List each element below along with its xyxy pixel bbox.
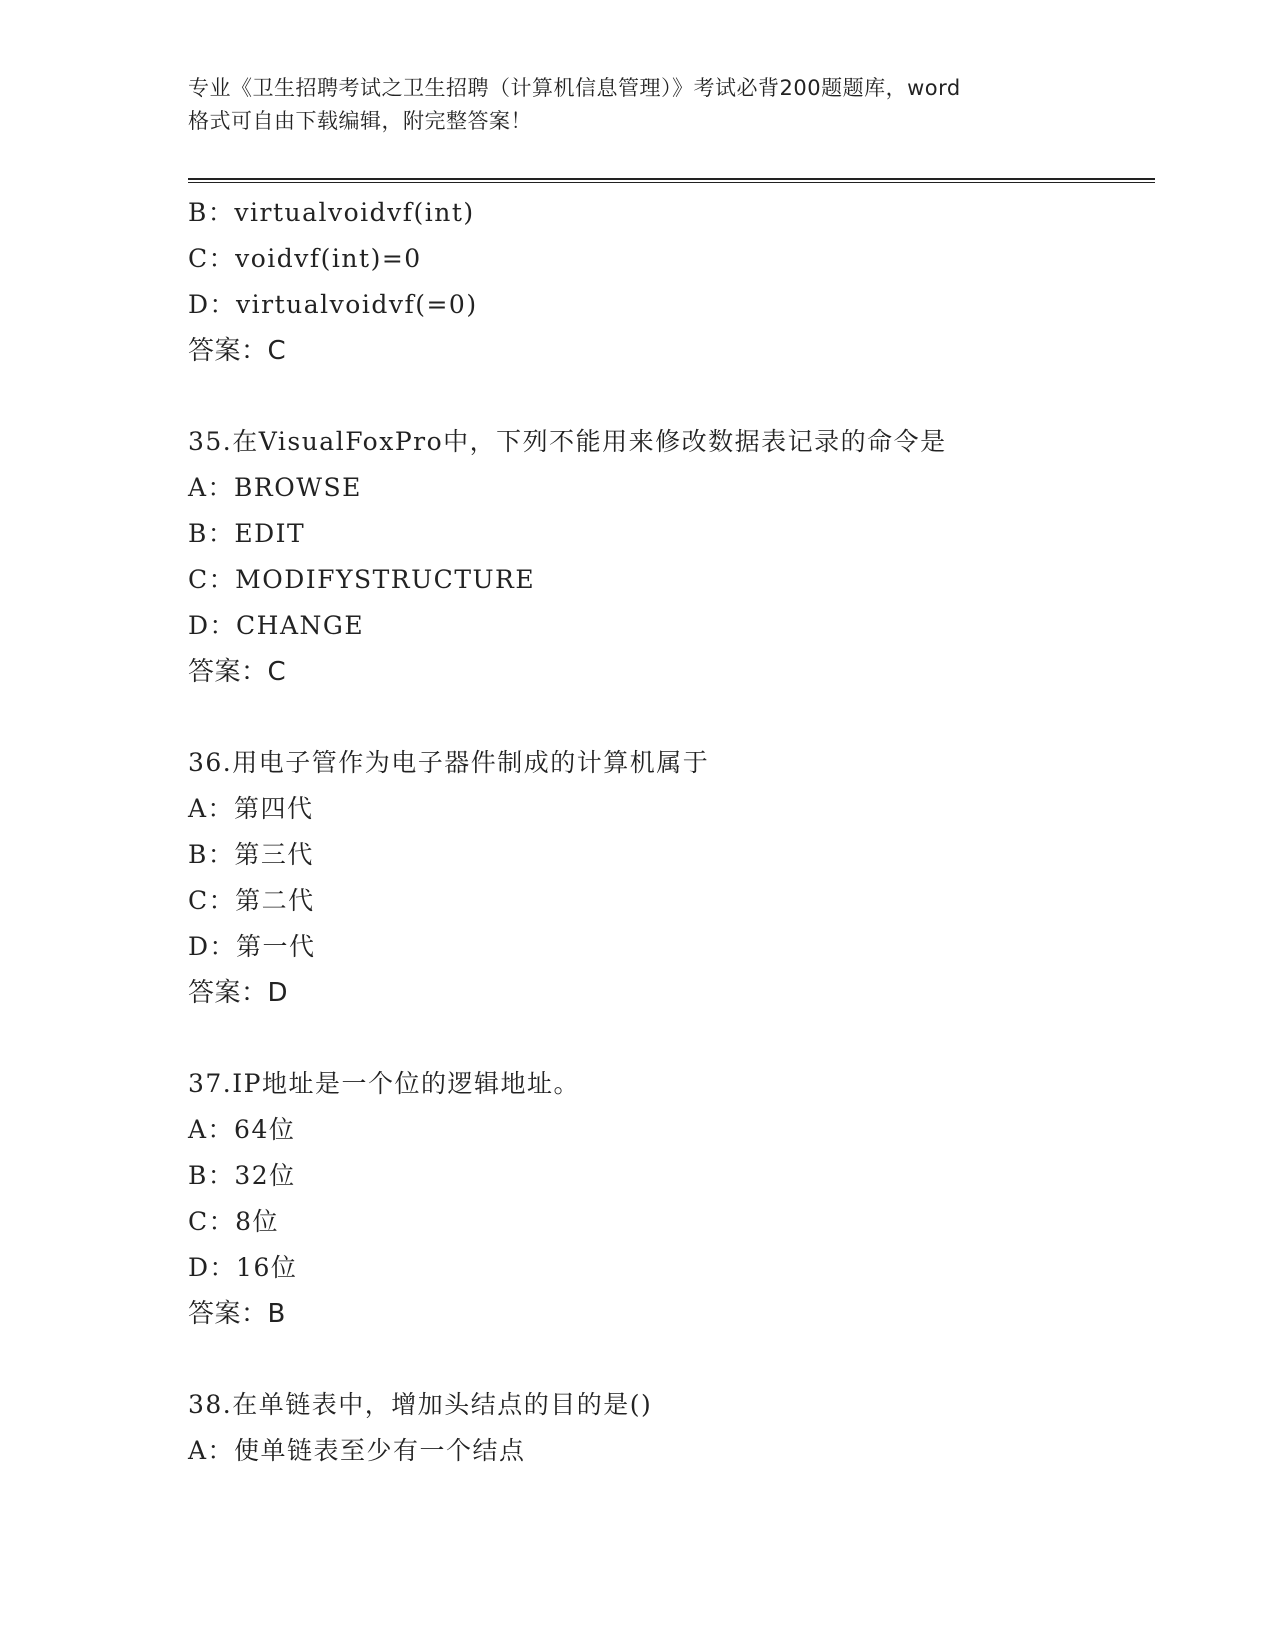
question-stem: 36.用电子管作为电子器件制成的计算机属于	[188, 748, 710, 777]
question-37	[188, 1061, 1148, 1337]
option-c: C：MODIFYSTRUCTURE	[188, 565, 536, 594]
option-c: C：8位	[188, 1207, 280, 1236]
option-b: B：第三代	[188, 840, 314, 869]
question-stem: 38.在单链表中，增加头结点的目的是()	[188, 1390, 653, 1419]
option-d: D：16位	[188, 1253, 298, 1282]
question-34-continuation	[188, 190, 1148, 374]
option-a: A：64位	[188, 1115, 296, 1144]
option-b: B：virtualvoidvf(int)	[188, 198, 475, 227]
header-divider	[188, 178, 1155, 183]
option-a: A：第四代	[188, 794, 314, 823]
question-stem: 37.IP地址是一个位的逻辑地址。	[188, 1069, 580, 1098]
question-list	[188, 190, 1148, 1474]
option-b: B：EDIT	[188, 519, 306, 548]
option-b: B：32位	[188, 1161, 296, 1190]
answer-line: 答案：C	[188, 336, 287, 366]
option-c: C：第二代	[188, 886, 315, 915]
option-d: D：第一代	[188, 932, 316, 961]
question-36	[188, 740, 1148, 1016]
option-c: C：voidvf(int)=0	[188, 244, 422, 273]
header-line-1: 专业《卫生招聘考试之卫生招聘（计算机信息管理）》考试必背200题题库，word	[188, 76, 961, 100]
answer-line: 答案：B	[188, 1299, 286, 1329]
answer-line: 答案：D	[188, 978, 289, 1008]
answer-line: 答案：C	[188, 657, 287, 687]
question-38	[188, 1382, 1148, 1474]
document-header	[188, 72, 1108, 138]
option-a: A：使单链表至少有一个结点	[188, 1436, 526, 1465]
header-line-2: 格式可自由下载编辑，附完整答案！	[188, 109, 532, 133]
option-d: D：CHANGE	[188, 611, 365, 640]
question-stem: 35.在VisualFoxPro中，下列不能用来修改数据表记录的命令是	[188, 427, 947, 456]
option-a: A：BROWSE	[188, 473, 362, 502]
option-d: D：virtualvoidvf(=0)	[188, 290, 478, 319]
question-35	[188, 419, 1148, 695]
